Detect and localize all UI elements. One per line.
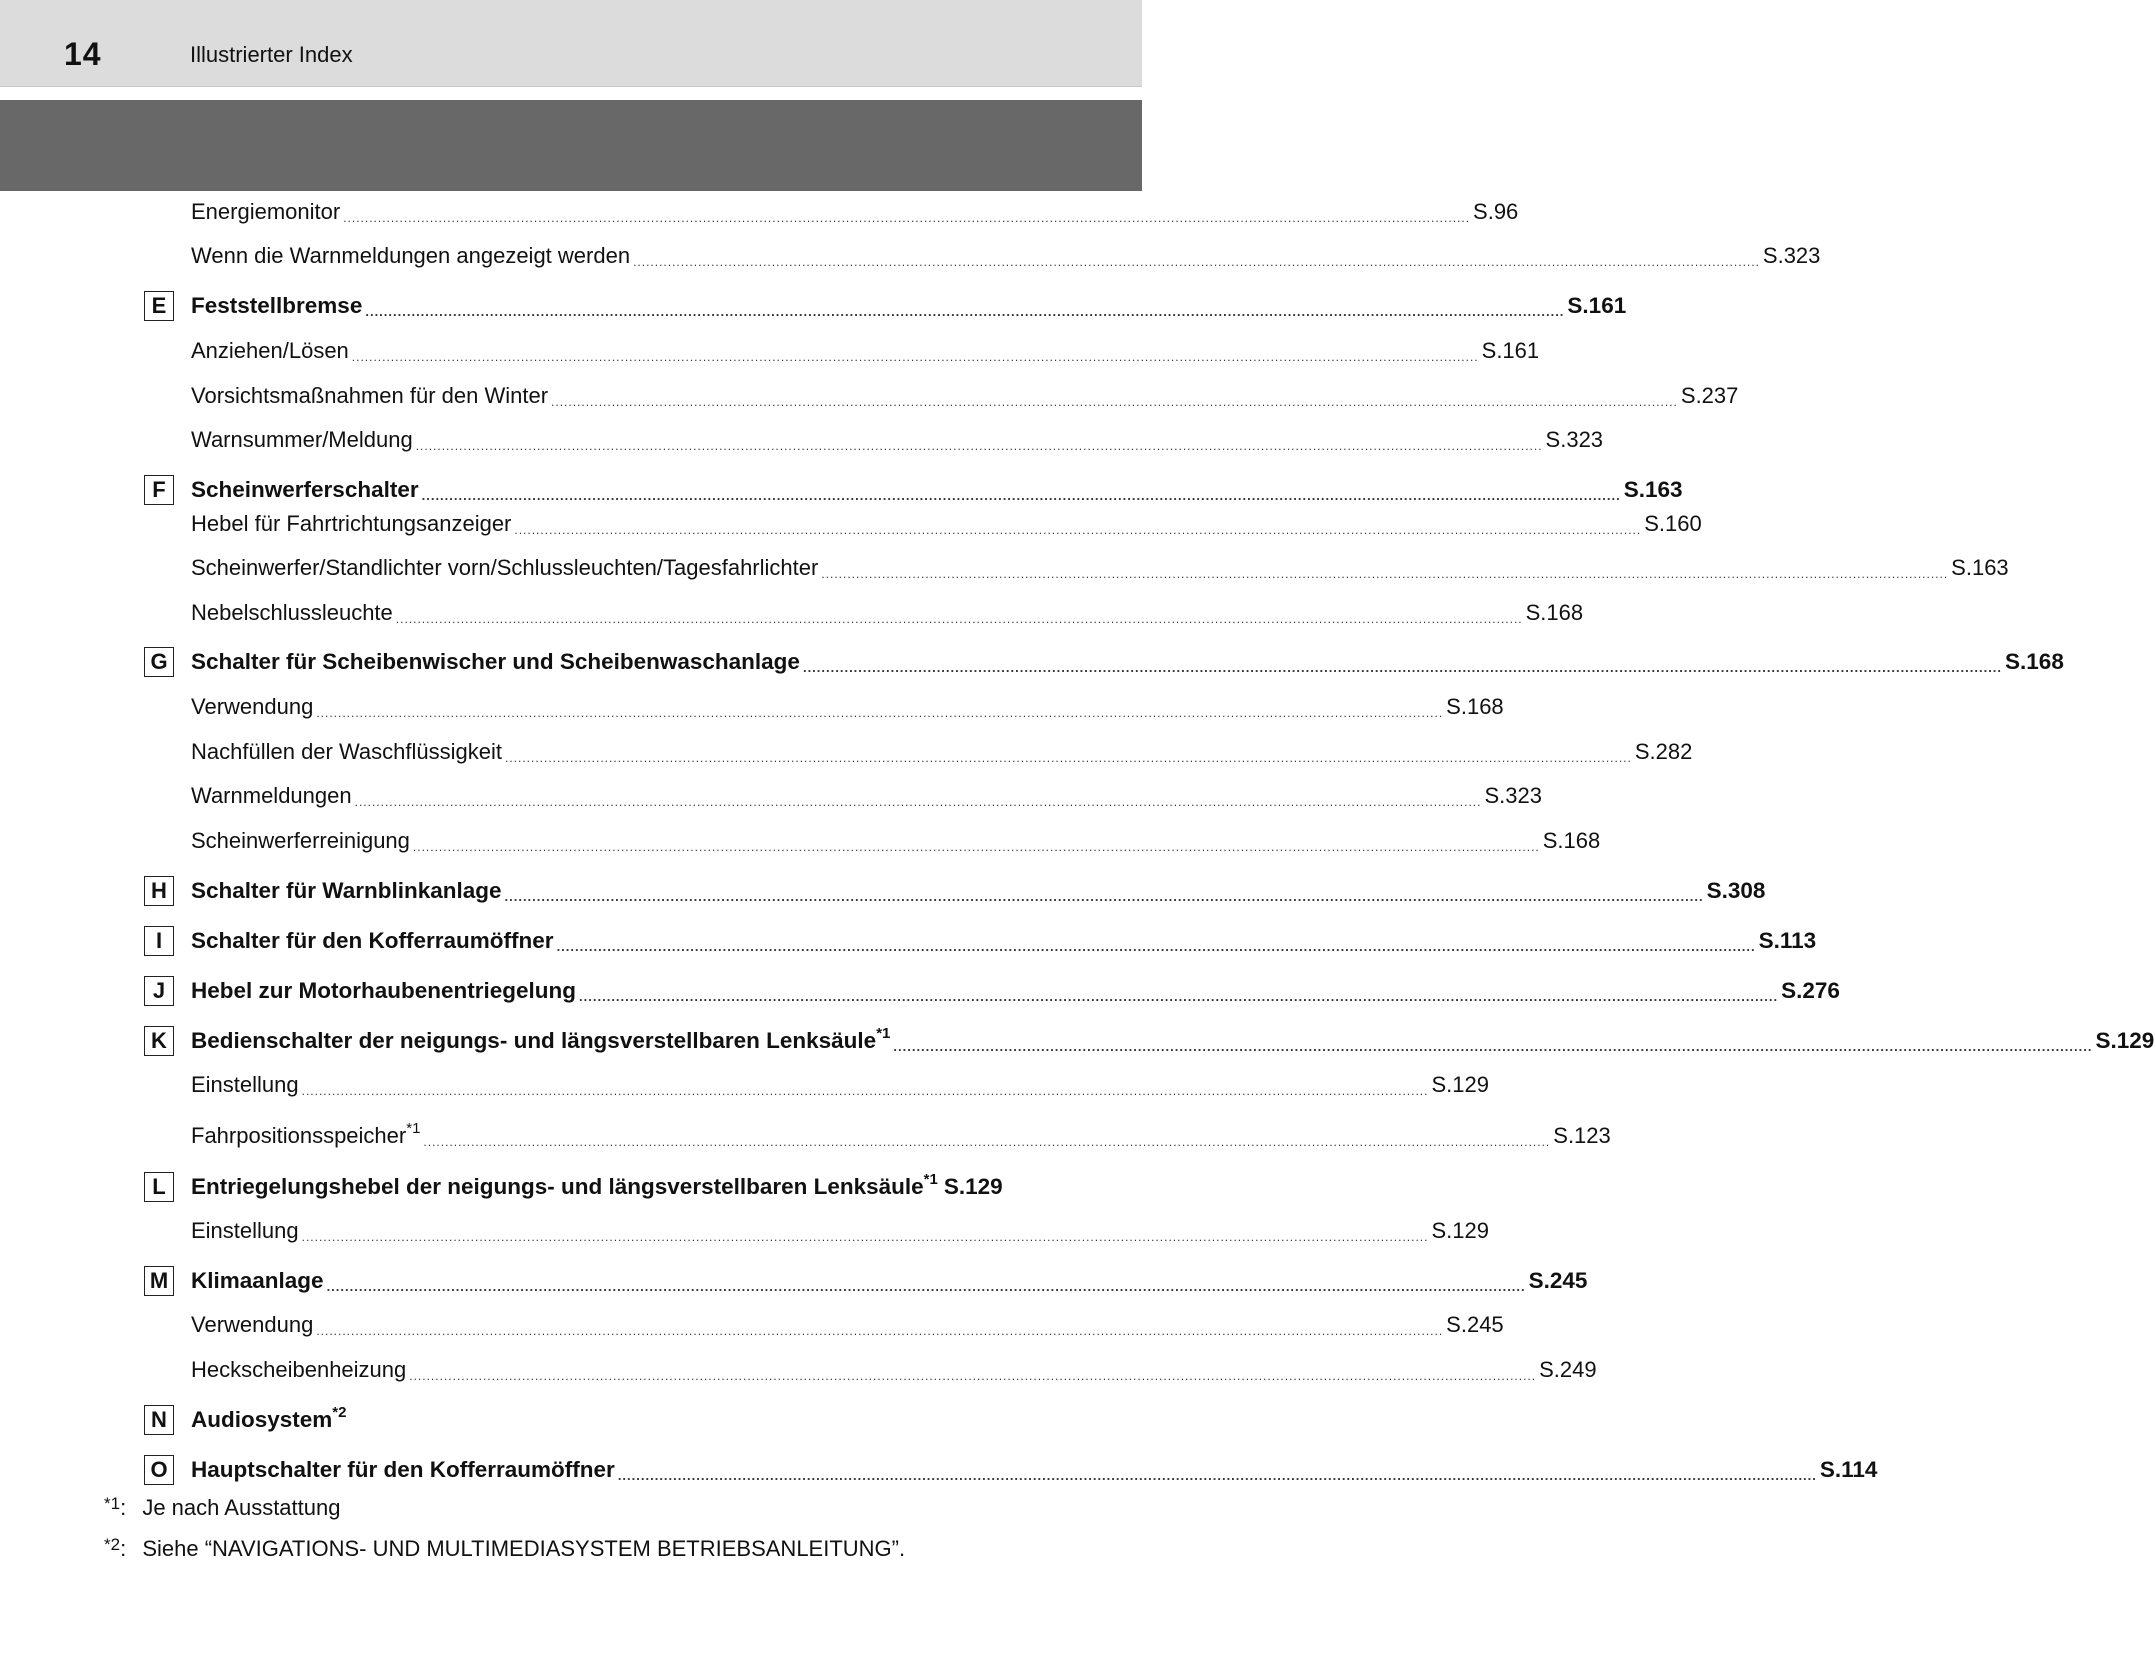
- section-letter-k: K: [144, 1026, 174, 1056]
- entry-label-text: Verwendung: [191, 1312, 314, 1337]
- entry-label-text: Wenn die Warnmeldungen angezeigt werden: [191, 243, 631, 268]
- leader-dots: ....................................................................................................................................................................................................................................................................: [415, 439, 1543, 453]
- entry-label-text: Anziehen/Lösen: [191, 338, 349, 363]
- index-sub-entry: [191, 239, 1821, 273]
- leader-dots: ....................................................................................................................................................................................................................................................................: [316, 1324, 1444, 1338]
- leader-dots: ....................................................................................................................................................................................................................................................................: [821, 567, 1949, 581]
- leader-dots: ....................................................................................................................................................................................................................................................................: [579, 989, 1779, 1004]
- entry-label: [191, 379, 548, 413]
- index-sub-entry: [191, 379, 1739, 413]
- entry-label: [191, 690, 313, 724]
- entry-label: [191, 1264, 324, 1298]
- leader-dots: ....................................................................................................................................................................................................................................................................: [395, 612, 1523, 626]
- section-letter-o: O: [144, 1455, 174, 1485]
- leader-dots: ....................................................................................................................................................................................................................................................................: [301, 1230, 1429, 1244]
- entry-label-text: Fahrpositionsspeicher: [191, 1123, 407, 1148]
- page-reference[interactable]: S.323: [1762, 243, 1821, 268]
- index-main-entry: [191, 874, 1766, 908]
- index-sub-entry: [191, 596, 1584, 630]
- page-reference[interactable]: S.168: [2005, 649, 2064, 674]
- leader-dots: ....................................................................................................................................................................................................................................................................: [409, 1369, 1537, 1383]
- footnote-reference: *1: [406, 1119, 421, 1137]
- entry-label: [191, 735, 502, 769]
- entry-label: [191, 473, 419, 507]
- index-sub-entry: [191, 1119, 1611, 1153]
- page-number: 14: [64, 36, 102, 72]
- entry-label-text: Hauptschalter für den Kofferraumöffner: [191, 1457, 615, 1482]
- page-reference[interactable]: S.113: [1758, 928, 1817, 953]
- index-sub-entry: [191, 551, 2009, 585]
- footnote-1: *1: Je nach Ausstattung: [104, 1493, 340, 1525]
- entry-label: [191, 645, 800, 679]
- entry-label-text: Scheinwerferreinigung: [191, 828, 410, 853]
- page-reference[interactable]: S.276: [1781, 978, 1840, 1003]
- index-sub-entry: [191, 690, 1504, 724]
- page-reference[interactable]: S.123: [1553, 1123, 1611, 1148]
- page-reference[interactable]: S.245: [1446, 1312, 1504, 1337]
- entry-label: [191, 1403, 346, 1437]
- index-main-entry: [191, 645, 2064, 679]
- index-sub-entry: [191, 1214, 1489, 1248]
- section-letter-m: M: [144, 1266, 174, 1296]
- section-letter-f: F: [144, 475, 174, 505]
- page-reference[interactable]: S.129: [943, 1174, 1003, 1199]
- index-sub-entry: [191, 824, 1601, 858]
- footnote-text: Je nach Ausstattung: [142, 1495, 341, 1520]
- page-reference[interactable]: S.237: [1680, 383, 1739, 408]
- entry-label-text: Schalter für den Kofferraumöffner: [191, 928, 554, 953]
- page-reference[interactable]: S.163: [1623, 477, 1683, 502]
- leader-dots: ....................................................................................................................................................................................................................................................................: [326, 1279, 1526, 1294]
- entry-label: [191, 824, 410, 858]
- index-main-entry: [191, 924, 1817, 958]
- section-letter-l: L: [144, 1172, 174, 1202]
- leader-dots: ....................................................................................................................................................................................................................................................................: [514, 523, 1642, 537]
- entry-label: [191, 423, 413, 457]
- entry-label-text: Vorsichtsmaßnahmen für den Winter: [191, 383, 549, 408]
- index-main-entry: [191, 473, 1683, 507]
- entry-label-text: Scheinwerferschalter: [191, 477, 419, 502]
- page-reference[interactable]: S.282: [1634, 739, 1693, 764]
- leader-dots: ....................................................................................................................................................................................................................................................................: [421, 488, 1621, 503]
- index-main-entry: [191, 1403, 986, 1437]
- entry-label: [191, 551, 818, 585]
- entry-label: [191, 239, 630, 273]
- page-reference[interactable]: S.249: [1539, 1357, 1597, 1382]
- leader-dots: ....................................................................................................................................................................................................................................................................: [316, 706, 1444, 720]
- index-sub-entry: [191, 735, 1693, 769]
- header-title: Illustrierter Index: [190, 42, 353, 67]
- entry-label-text: Nebelschlussleuchte: [191, 600, 393, 625]
- index-sub-entry: [191, 423, 1604, 457]
- entry-label: [191, 1068, 299, 1102]
- page-header: [0, 0, 1142, 87]
- entry-label: [191, 779, 352, 813]
- entry-label: [191, 1214, 299, 1248]
- page-reference[interactable]: S.160: [1644, 511, 1702, 536]
- section-letter-e: E: [144, 291, 174, 321]
- entry-label: [191, 1170, 938, 1204]
- entry-label-text: Warnmeldungen: [191, 783, 352, 808]
- entry-label-text: Heckscheibenheizung: [191, 1357, 407, 1382]
- entry-label-text: Klimaanlage: [191, 1268, 324, 1293]
- entry-label: [191, 874, 502, 908]
- entry-label-text: Verwendung: [191, 694, 314, 719]
- section-letter-g: G: [144, 647, 174, 677]
- entry-label: [191, 507, 511, 541]
- leader-dots: ....................................................................................................................................................................................................................................................................: [505, 751, 1632, 765]
- index-main-entry: [191, 1453, 1878, 1487]
- section-letter-n: N: [144, 1405, 174, 1435]
- leader-dots: ....................................................................................................................................................................................................................................................................: [351, 350, 1479, 364]
- index-main-entry: [191, 289, 1627, 323]
- entry-label-text: Hebel für Fahrtrichtungsanzeiger: [191, 511, 512, 536]
- page-reference[interactable]: S.168: [1446, 694, 1504, 719]
- page-reference[interactable]: S.163: [1951, 555, 2009, 580]
- entry-label: [191, 974, 576, 1008]
- page-reference[interactable]: S.161: [1481, 338, 1540, 363]
- index-main-entry: [191, 1264, 1588, 1298]
- entry-label-text: Einstellung: [191, 1218, 299, 1243]
- page-reference[interactable]: S.161: [1567, 293, 1627, 318]
- section-letter-h: H: [144, 876, 174, 906]
- entry-label-text: Schalter für Scheibenwischer und Scheibenwaschanlage: [191, 649, 800, 674]
- footnote-reference: *1: [923, 1170, 938, 1188]
- entry-label: [191, 1024, 890, 1058]
- entry-label-text: Nachfüllen der Waschflüssigkeit: [191, 739, 502, 764]
- leader-dots: ....................................................................................................................................................................................................................................................................: [301, 1084, 1429, 1098]
- leader-dots: ....................................................................................................................................................................................................................................................................: [802, 660, 2003, 675]
- index-sub-entry: [191, 779, 1542, 813]
- page-reference[interactable]: S.168: [1542, 828, 1601, 853]
- leader-dots: ....................................................................................................................................................................................................................................................................: [365, 304, 1565, 319]
- footnote-text: Siehe “NAVIGATIONS- UND MULTIMEDIASYSTEM BETRIEBSANLEITUNG”.: [142, 1536, 906, 1561]
- index-main-entry: [191, 1024, 2154, 1058]
- index-sub-entry: [191, 334, 1540, 368]
- entry-label: [191, 924, 554, 958]
- index-sub-entry: [191, 507, 1702, 541]
- page-reference[interactable]: S.129: [2095, 1028, 2154, 1053]
- index-main-entry: [191, 974, 1840, 1008]
- index-sub-entry: [191, 1068, 1489, 1102]
- entry-label: [191, 1353, 406, 1387]
- entry-label: [191, 596, 393, 630]
- page-reference[interactable]: S.323: [1545, 427, 1604, 452]
- entry-label: [191, 1119, 420, 1153]
- leader-dots: ....................................................................................................................................................................................................................................................................: [504, 889, 1704, 904]
- index-sub-entry: [191, 1308, 1504, 1342]
- footnote-reference: *2: [332, 1403, 347, 1421]
- entry-label-text: Bedienschalter der neigungs- und längsverstellbaren Lenksäule: [191, 1028, 877, 1053]
- footnote-mark: *1: [104, 1494, 121, 1513]
- entry-label: [191, 195, 340, 229]
- entry-label-text: Einstellung: [191, 1072, 299, 1097]
- footnote-mark: *2: [104, 1535, 121, 1554]
- entry-label: [191, 1308, 313, 1342]
- page-reference[interactable]: S.245: [1528, 1268, 1588, 1293]
- section-letter-j: J: [144, 976, 174, 1006]
- section-letter-i: I: [144, 926, 174, 956]
- entry-label-text: Audiosystem: [191, 1407, 333, 1432]
- footnote-2: *2: Siehe “NAVIGATIONS- UND MULTIMEDIASYSTEM BETRIEBSANLEITUNG”.: [104, 1534, 905, 1566]
- entry-label: [191, 289, 362, 323]
- page-reference[interactable]: S.308: [1706, 878, 1766, 903]
- page-reference[interactable]: S.323: [1484, 783, 1542, 808]
- index-main-entry: [191, 1170, 1003, 1204]
- page-reference[interactable]: S.129: [1431, 1072, 1489, 1097]
- page-reference[interactable]: S.96: [1473, 199, 1519, 224]
- entry-label: [191, 1453, 615, 1487]
- leader-dots: ....................................................................................................................................................................................................................................................................: [633, 255, 1760, 269]
- entry-label-text: Energiemonitor: [191, 199, 341, 224]
- entry-label-text: Schalter für Warnblinkanlage: [191, 878, 502, 903]
- leader-dots: ....................................................................................................................................................................................................................................................................: [343, 211, 1471, 225]
- leader-dots: ....................................................................................................................................................................................................................................................................: [556, 939, 1756, 954]
- leader-dots: ....................................................................................................................................................................................................................................................................: [551, 395, 1678, 409]
- entry-label-text: Entriegelungshebel der neigungs- und längsverstellbaren Lenksäule: [191, 1174, 924, 1199]
- leader-dots: ....................................................................................................................................................................................................................................................................: [423, 1135, 1551, 1149]
- footnote-reference: *1: [876, 1024, 891, 1042]
- index-sub-entry: [191, 1353, 1597, 1387]
- entry-label: [191, 334, 349, 368]
- entry-label-text: Scheinwerfer/Standlichter vorn/Schlussleuchten/Tagesfahrlichter: [191, 555, 819, 580]
- illustration-banner: [0, 100, 1142, 191]
- entry-label-text: Warnsummer/Meldung: [191, 427, 413, 452]
- leader-dots: ....................................................................................................................................................................................................................................................................: [412, 840, 1540, 854]
- leader-dots: ....................................................................................................................................................................................................................................................................: [893, 1039, 2093, 1054]
- entry-label-text: Feststellbremse: [191, 293, 363, 318]
- index-sub-entry: [191, 195, 1519, 229]
- entry-label-text: Hebel zur Motorhaubenentriegelung: [191, 978, 577, 1003]
- leader-dots: ....................................................................................................................................................................................................................................................................: [354, 795, 1482, 809]
- leader-dots: ....................................................................................................................................................................................................................................................................: [617, 1468, 1817, 1483]
- page-reference[interactable]: S.129: [1431, 1218, 1489, 1243]
- page-reference[interactable]: S.114: [1819, 1457, 1878, 1482]
- page-reference[interactable]: S.168: [1525, 600, 1584, 625]
